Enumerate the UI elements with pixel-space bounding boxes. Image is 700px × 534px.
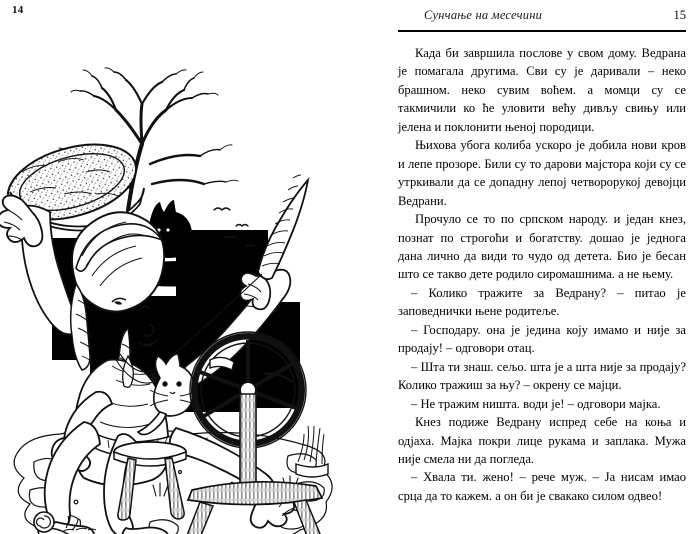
body-paragraph: – Господару. она је једина коју имамо и није за продају! – одговори отац. xyxy=(398,322,686,356)
spindle xyxy=(258,175,308,279)
body-text xyxy=(398,44,686,505)
left-page-number: 14 xyxy=(12,4,24,16)
body-paragraph: Када би завршила послове у свом дому. Ведрана је помагала другима. Сви су је даривали – неко брашном. неко сувим воћем. а момци су се такмичили ко ће уловити већу дивљу свињу или јелена и поклонити њеној породици. xyxy=(398,46,686,134)
body-paragraph: Њихова убога колиба ускоро је добила нови кров и лепе прозоре. Били су то дарови мајстора који су се утркивали да се допадну лепој четворорукој девојци Ведрани. xyxy=(398,138,686,208)
body-paragraph: – Шта ти знаш. сељо. шта је а шта није за продају? Колико тражиш за њу? – окрену се мајци. xyxy=(398,359,686,393)
body-paragraph: – Хвала ти. жено! – рече муж. – Ја нисам имао срца да то кажем. а он би је свакако силом одвео! xyxy=(398,470,686,503)
body-paragraph: Кнез подиже Ведрану испред себе на коња и одјаха. Мајка покри лице рукама и заплака. Мужа није смела ни да погледа. xyxy=(398,415,686,466)
body-paragraph: Прочуло се то по српском народу. и један кнез, познат по строгоћи и богатству. дошао је једнога дана лично да види то чудо од детета. Био је бесан што се такво дете родило сиромашнима. а не њему. xyxy=(398,212,686,282)
right-page-number: 15 xyxy=(673,8,686,22)
right-page xyxy=(350,0,700,534)
header-rule xyxy=(398,30,686,32)
running-title: Сунчање на месечини xyxy=(424,8,543,22)
body-paragraph: – Не тражим ништа. води је! – одговори мајка. xyxy=(411,396,661,411)
running-head xyxy=(398,8,686,23)
illustration-artwork xyxy=(0,60,350,534)
body-paragraph: – Колико тражите за Ведрану? – питао је заповеднички њене родитеље. xyxy=(398,285,686,319)
illustration-four-armed-girl-spinning xyxy=(0,60,350,534)
